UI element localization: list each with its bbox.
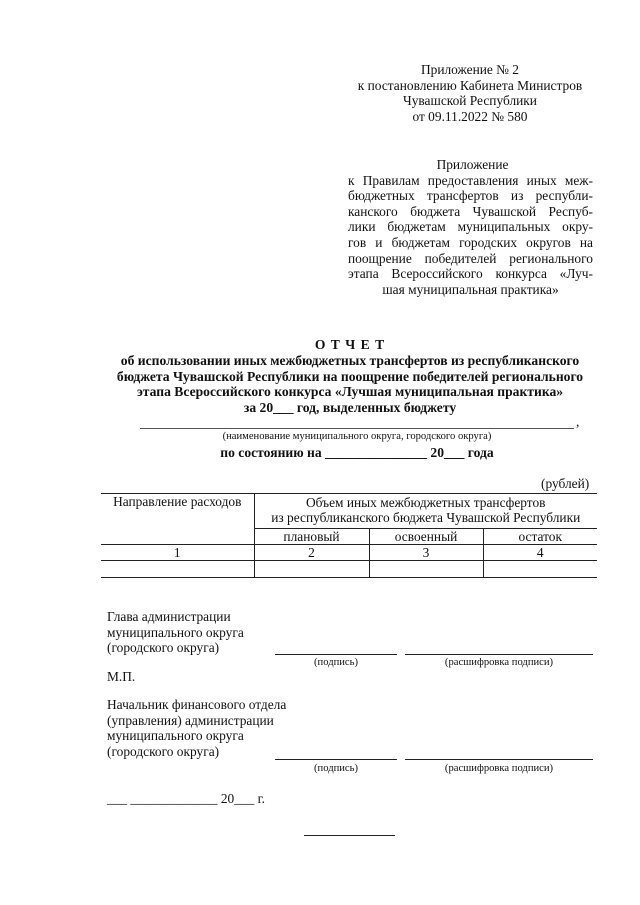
units-label: (рублей)	[541, 476, 590, 491]
appendix-header-line: от 09.11.2022 № 580	[412, 108, 528, 124]
head-signatory-line: (городского округа)	[107, 640, 220, 656]
as-of-date-line: по состоянию на _______________ 20___ года	[220, 445, 494, 460]
finance-signatory-line: (городского округа)	[107, 743, 220, 759]
head-signatory	[107, 609, 244, 656]
date-line: ___ _____________ 20___ г.	[107, 791, 265, 806]
table-empty-cell	[369, 561, 483, 578]
report-subtitle-line: об использовании иных межбюджетных трансфертов из республиканского	[120, 352, 580, 368]
header-transfer-volume-line: Объем иных межбюджетных трансфертов	[306, 495, 546, 510]
head-signature-caption: (подпись)	[314, 657, 358, 668]
table-empty-row	[101, 561, 597, 578]
report-subtitle-line: этапа Всероссийского конкурса «Лучшая муниципальная практика»	[136, 384, 564, 400]
finance-signatory-line: Начальник финансового отдела	[107, 697, 287, 712]
finance-signature-caption: (подпись)	[314, 763, 358, 774]
finance-signatory	[107, 697, 286, 759]
table-empty-cell	[254, 561, 369, 578]
appendix-header-line: к постановлению Кабинета Министров	[357, 77, 583, 93]
budget-name-comma: ,	[576, 414, 580, 429]
rules-appendix-line: этапа Всероссийского конкурса «Луч-	[348, 266, 593, 282]
appendix-header	[340, 62, 600, 124]
subheader-planned: плановый	[254, 529, 369, 545]
report-subtitle-line: бюджета Чувашской Республики на поощрение победителей регионального	[116, 368, 584, 384]
closing-rule	[304, 835, 395, 836]
table-empty-cell	[483, 561, 597, 578]
head-signatory-line: муниципального округа	[107, 624, 244, 640]
head-signature-line	[275, 654, 397, 655]
rules-appendix-line: канского бюджета Чувашской Респуб-	[348, 203, 593, 219]
transfers-table	[101, 493, 597, 578]
rules-appendix-last-line: шая муниципальная практика»	[382, 281, 559, 297]
rules-appendix-line: лики бюджетам муниципальных окру-	[348, 219, 593, 235]
finance-signatory-line: муниципального округа	[107, 728, 244, 744]
head-signatory-line: Глава администрации	[107, 609, 231, 624]
header-expense-direction: Направление расходов	[101, 494, 254, 545]
report-subtitle-line: за 20___ год, выделенных бюджету	[243, 400, 457, 416]
column-number-4: 4	[483, 545, 597, 561]
head-decoding-line	[405, 654, 593, 655]
column-number-2: 2	[254, 545, 369, 561]
finance-decoding-line	[405, 759, 593, 760]
rules-appendix-line: бюджетных трансфертов из республи-	[348, 188, 593, 204]
rules-appendix-title: Приложение	[436, 157, 509, 172]
head-decoding-caption: (расшифровка подписи)	[444, 657, 554, 668]
table-header-row	[101, 494, 597, 529]
table-numbering-row	[101, 545, 597, 561]
budget-name-blank	[140, 428, 574, 429]
rules-appendix	[348, 157, 593, 297]
seal-mark: М.П.	[107, 669, 136, 684]
header-transfer-volume-line: из республиканского бюджета Чувашской Республики	[271, 510, 581, 525]
finance-decoding-caption: (расшифровка подписи)	[444, 763, 554, 774]
subheader-remainder: остаток	[518, 529, 562, 544]
finance-signature-line	[275, 759, 397, 760]
column-number-1: 1	[101, 545, 254, 561]
rules-appendix-line: гов и бюджетам городских округов на	[348, 234, 593, 250]
appendix-header-line: Чувашской Республики	[403, 93, 537, 109]
rules-appendix-line: поощрение победителей регионального	[348, 250, 593, 266]
budget-name-caption: (наименование муниципального округа, городского округа)	[222, 431, 492, 442]
table-empty-cell	[101, 561, 254, 578]
finance-signatory-line: (управления) администрации	[107, 712, 274, 728]
appendix-header-line: Приложение № 2	[420, 62, 520, 77]
report-heading	[60, 337, 640, 416]
column-number-3: 3	[369, 545, 483, 561]
report-title: О Т Ч Е Т	[314, 337, 386, 352]
rules-appendix-line: к Правилам предоставления иных меж-	[348, 172, 593, 188]
header-transfer-volume	[254, 494, 597, 529]
subheader-spent: освоенный	[369, 529, 483, 545]
